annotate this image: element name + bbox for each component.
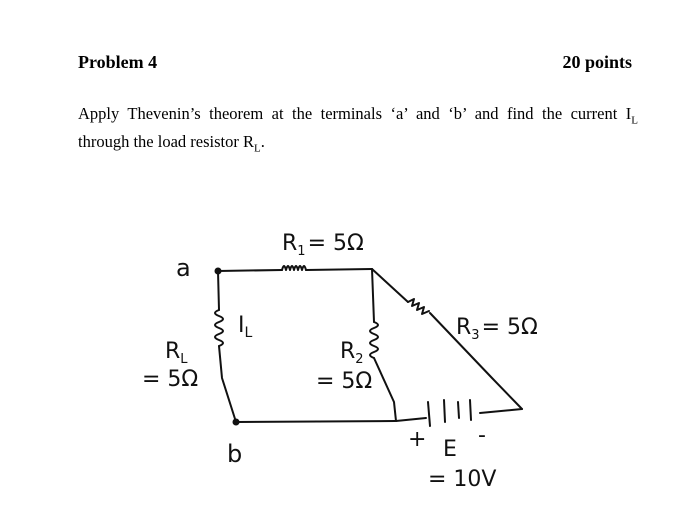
wire-left-upper [218, 271, 219, 310]
battery-cell-2 [444, 400, 445, 422]
resistor-r1 [282, 266, 306, 270]
resistor-r2 [370, 322, 378, 358]
problem-points: 20 points [562, 52, 632, 72]
wire-top-left [218, 270, 282, 271]
node-a-label: a [176, 254, 191, 282]
resistor-r3 [408, 299, 429, 314]
node-b-dot [233, 419, 240, 426]
wire-bottom [236, 421, 395, 422]
wire-mid-upper [372, 269, 374, 322]
battery-cell-3 [458, 402, 459, 418]
wire-top-right [306, 269, 372, 270]
rl-value: = 5Ω [142, 367, 199, 392]
resistor-rl [215, 310, 223, 346]
battery-plus-label: + [408, 427, 427, 452]
battery-cell-1 [428, 402, 430, 426]
r2-value: = 5Ω [316, 369, 373, 394]
problem-title: Problem 4 [78, 52, 158, 72]
node-a-dot [215, 268, 222, 275]
wire-mid-lower [374, 358, 396, 421]
wire-battery-left [396, 418, 426, 421]
battery-cell-4 [470, 400, 471, 420]
wire-left-lower [219, 346, 236, 422]
il-label: $I_L$ [238, 313, 253, 341]
rl-label: $R_L$ [165, 339, 188, 367]
r1-label: $R_1= 5\Omega$ [282, 231, 364, 259]
r3-label: $R_3= 5\Omega$ [456, 315, 538, 343]
battery-e-value: = 10V [428, 467, 497, 492]
wire-r3-upper [372, 269, 408, 302]
battery-minus-label: - [478, 423, 486, 448]
problem-statement-line-2: through the load resistor $R_L$. [78, 132, 265, 155]
node-b-label: b [227, 440, 243, 468]
problem-statement-line-1: Apply Thevenin’s theorem at the terminals ‘a’ and ‘b’ and find the current $I_L$ [78, 104, 638, 127]
wire-battery-right [480, 409, 522, 413]
battery-e-label: E [443, 437, 457, 462]
r2-label: $R_2$ [340, 339, 364, 367]
